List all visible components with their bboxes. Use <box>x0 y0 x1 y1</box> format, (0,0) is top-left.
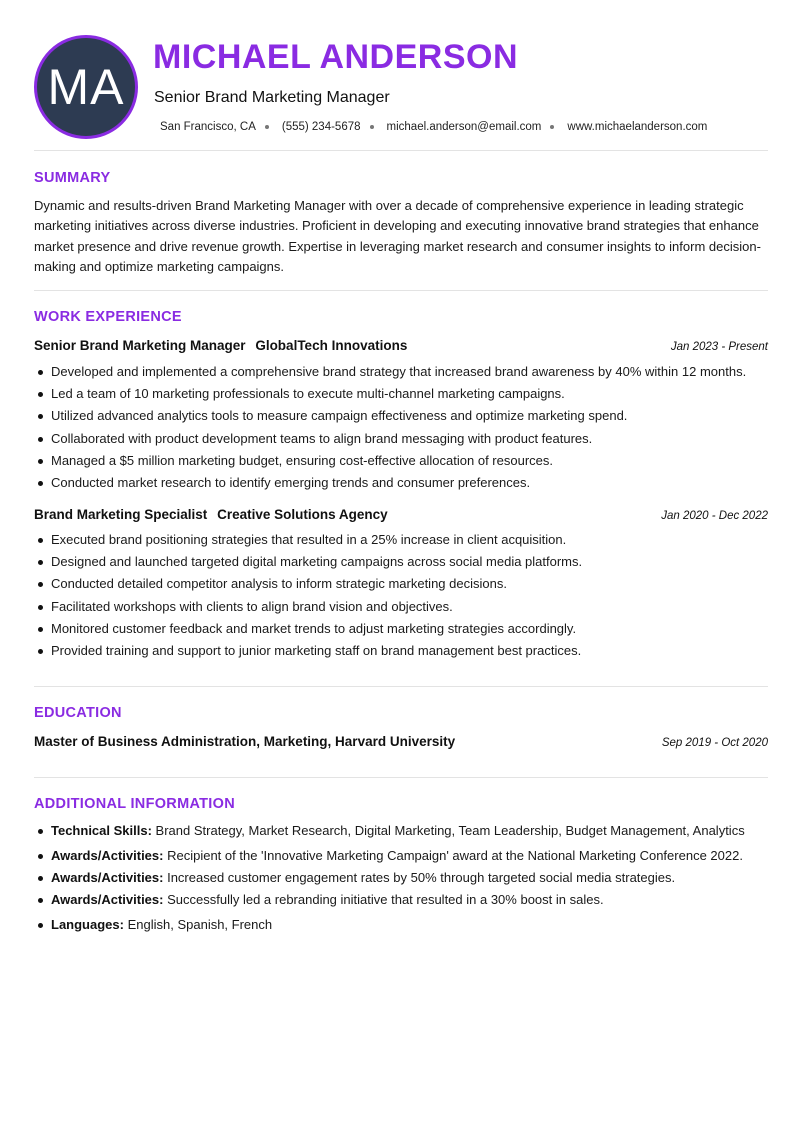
list-item: Facilitated workshops with clients to align brand vision and objectives. <box>34 596 770 618</box>
additional-info-heading: ADDITIONAL INFORMATION <box>34 796 235 812</box>
summary-heading: SUMMARY <box>34 170 111 186</box>
list-item: Conducted detailed competitor analysis to inform strategic marketing decisions. <box>34 573 770 595</box>
education-entry <box>34 734 768 749</box>
contact-location: San Francisco, CA <box>160 121 256 133</box>
job-bullet-list <box>34 361 770 494</box>
divider <box>34 150 768 151</box>
education-degree: Master of Business Administration, Marketing, Harvard University <box>34 734 456 749</box>
list-item: Designed and launched targeted digital marketing campaigns across social media platforms. <box>34 551 770 573</box>
job-dates: Jan 2020 - Dec 2022 <box>661 510 768 522</box>
work-experience-heading: WORK EXPERIENCE <box>34 309 182 325</box>
divider <box>34 686 768 687</box>
education-dates: Sep 2019 - Oct 2020 <box>661 737 768 749</box>
list-item <box>34 820 770 845</box>
job-header <box>34 507 768 522</box>
summary-text: Dynamic and results-driven Brand Marketing Manager with over a decade of comprehensive experience in leading strategic marketing initiatives across diverse industries. Proficient in developing and executing innovative brand strategies that enhance market presence and drive revenue growth. Expertise in leveraging market research and consumer insights to inform decision-making and optimize marketing campaigns. <box>34 198 761 274</box>
list-item: Executed brand positioning strategies that resulted in a 25% increase in client acquisition. <box>34 529 770 551</box>
dot-separator-icon <box>370 125 374 129</box>
job-role: Senior Brand Marketing Manager <box>34 338 246 353</box>
item-text: Increased customer engagement rates by 50% through targeted social media strategies. <box>167 870 676 886</box>
dot-separator-icon <box>265 125 269 129</box>
dot-separator-icon <box>550 125 554 129</box>
avatar-initials: MA <box>47 59 125 115</box>
list-item <box>34 889 770 914</box>
job-company: GlobalTech Innovations <box>255 338 408 353</box>
list-item <box>34 867 770 889</box>
list-item <box>34 845 770 867</box>
item-text: Brand Strategy, Market Research, Digital Marketing, Team Leadership, Budget Management, Analytics <box>155 823 745 838</box>
divider <box>34 290 768 291</box>
contact-website[interactable]: www.michaelanderson.com <box>567 121 708 133</box>
job-title-headline: Senior Brand Marketing Manager <box>154 89 390 106</box>
item-text: Recipient of the 'Innovative Marketing Campaign' award at the National Marketing Conference 2022. <box>167 848 743 863</box>
divider <box>34 777 768 778</box>
contact-line <box>160 121 707 133</box>
job-company: Creative Solutions Agency <box>217 507 388 522</box>
item-label: Languages: <box>51 917 124 933</box>
item-text: English, Spanish, French <box>127 917 273 933</box>
job-header <box>34 338 768 353</box>
list-item: Managed a $5 million marketing budget, ensuring cost-effective allocation of resources. <box>34 450 770 472</box>
contact-phone: (555) 234-5678 <box>281 121 361 133</box>
job-role: Brand Marketing Specialist <box>34 507 208 522</box>
item-label: Awards/Activities: <box>51 848 164 863</box>
additional-info-list <box>34 820 770 937</box>
candidate-name: MICHAEL ANDERSON <box>153 38 519 76</box>
list-item: Conducted market research to identify emerging trends and consumer preferences. <box>34 472 770 494</box>
education-heading: EDUCATION <box>34 705 122 721</box>
item-label: Awards/Activities: <box>51 870 164 886</box>
job-dates: Jan 2023 - Present <box>670 341 768 353</box>
list-item: Collaborated with product development teams to align brand messaging with product features. <box>34 428 770 450</box>
avatar <box>34 35 138 139</box>
item-label: Technical Skills: <box>51 823 152 838</box>
list-item: Provided training and support to junior marketing staff on brand management best practices. <box>34 640 770 662</box>
list-item: Developed and implemented a comprehensive brand strategy that increased brand awareness by 40% within 12 months. <box>34 361 770 383</box>
item-text: Successfully led a rebranding initiative that resulted in a 30% boost in sales. <box>167 892 604 908</box>
job-bullet-list <box>34 529 770 662</box>
list-item <box>34 914 770 936</box>
item-label: Awards/Activities: <box>51 892 164 908</box>
list-item: Led a team of 10 marketing professionals to execute multi-channel marketing campaigns. <box>34 383 770 405</box>
contact-email[interactable]: michael.anderson@email.com <box>386 121 542 133</box>
list-item: Utilized advanced analytics tools to measure campaign effectiveness and optimize marketing spend. <box>34 405 770 427</box>
list-item: Monitored customer feedback and market trends to adjust marketing strategies accordingly. <box>34 618 770 640</box>
